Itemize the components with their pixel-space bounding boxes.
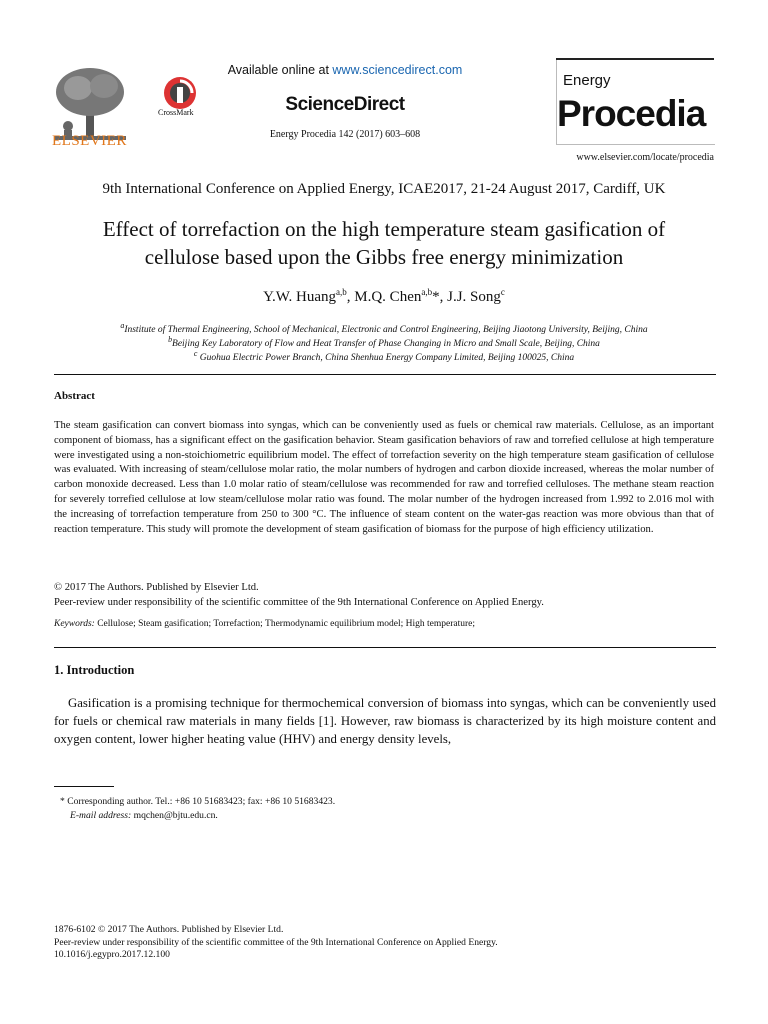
author-list (0, 287, 768, 306)
divider (54, 374, 716, 375)
elsevier-wordmark: ELSEVIER (52, 133, 127, 149)
email-address[interactable]: mqchen@bjtu.edu.cn. (131, 809, 218, 821)
author-sup: a,b (336, 287, 347, 297)
sciencedirect-brand: ScienceDirect (285, 94, 405, 115)
author-name: Y.W. Huang (263, 289, 337, 305)
journal-citation: Energy Procedia 142 (2017) 603–608 (269, 129, 421, 140)
paper-title (40, 215, 728, 271)
abstract-body: The steam gasification can convert biomass into syngas, which can be conveniently used as fuels or chemical raw materials. Cellulose, as an important component of biomass, has a significant effect on the gasification behavior. Steam gasification behaviors of raw and torrefied cellulose at high temperature were investigated using a non-stoichiometric equilibrium model. The effect of torrefaction severity on the high temperature steam gasification of cellulose was evaluated. With increasing of steam/cellulose molar ratio, the molar numbers of hydrogen and carbon dioxide increased, whereas the molar number of carbon monoxide decreased. Less than 1.0 molar ratio of steam/cellulose was recommended for raw and torrefied celluloses. The methane steam reaction for severely torrefied cellulose at low steam/cellulose molar ratio was found. The molar number of the hydrogen increased from 1.992 to 2.016 mol with the increasing of torrefaction temperature from 250 to 300 °C. The influence of steam content on the water-gas reaction was more obvious than that of reaction temperature. This study will promote the development of steam gasification of biomass for the purpose of high efficiency utilization. (54, 420, 714, 535)
sciencedirect-link[interactable]: www.sciencedirect.com (332, 63, 463, 77)
journal-url[interactable]: www.elsevier.com/locate/procedia (576, 152, 714, 163)
page-footer (54, 924, 716, 962)
email-line (60, 809, 710, 823)
copyright-line: © 2017 The Authors. Published by Elsevier Ltd. (54, 582, 259, 593)
copyright-block (54, 581, 716, 611)
title-line: cellulose based upon the Gibbs free energy minimization (144, 245, 624, 269)
affiliation-c (40, 347, 728, 365)
section-heading: 1. Introduction (54, 663, 135, 677)
keywords-list: Cellulose; Steam gasification; Torrefaction; Thermodynamic equilibrium model; High temperature; (94, 619, 476, 629)
affiliation-text: Beijing Key Laboratory of Flow and Heat Transfer of Phase Changing in Micro and Small Scale, Beijing, China (172, 339, 600, 350)
title-line: Effect of torrefaction on the high temperature steam gasification of (102, 217, 666, 241)
abstract-heading: Abstract (54, 390, 95, 402)
footnote-rule (54, 786, 114, 787)
journal-name-small: Energy (563, 72, 611, 89)
keywords (54, 619, 716, 629)
crossmark-label: CrossMark (158, 108, 194, 117)
available-online (222, 63, 468, 77)
conference-line: 9th International Conference on Applied Energy, ICAE2017, 21-24 August 2017, Cardiff, UK (102, 181, 666, 197)
corresponding-author: * Corresponding author. Tel.: +86 10 51683423; fax: +86 10 51683423. (60, 796, 336, 807)
affiliation-text: Institute of Thermal Engineering, School of Mechanical, Electronic and Control Engineering, Beijing Jiaotong University, Beijing, China (124, 325, 648, 336)
affiliation-sup: b (168, 335, 173, 344)
footnote (60, 795, 710, 822)
author-name: *, J.J. Song (432, 289, 501, 305)
doi-line[interactable]: 10.1016/j.egypro.2017.12.100 (54, 949, 170, 961)
journal-name-big: Procedia (557, 93, 706, 134)
affiliation-text: Guohua Electric Power Branch, China Shenhua Energy Company Limited, Beijing 100025, China (197, 353, 575, 364)
author-sup: a,b (421, 287, 433, 297)
author-sup: c (500, 287, 505, 297)
divider (54, 647, 716, 648)
keywords-label: Keywords: (54, 619, 95, 629)
email-label: E-mail address: (70, 809, 132, 821)
author-name: , M.Q. Chen (346, 289, 422, 305)
affiliation-sup: c (193, 349, 198, 358)
peer-review-footer: Peer-review under responsibility of the scientific committee of the 9th International Conference on Applied Energy. (54, 936, 498, 948)
available-prefix: Available online at (227, 63, 333, 77)
issn-line: 1876-6102 © 2017 The Authors. Published by Elsevier Ltd. (54, 924, 284, 935)
intro-paragraph: Gasification is a promising technique for thermochemical conversion of biomass into syngas, which can be conveniently used for fuels or chemical raw materials in many fields [1]. However, raw biomass is characterized by its high moisture content and oxygen content, lower higher heating value (HHV) and energy density levels, (54, 696, 716, 747)
affiliation-sup: a (120, 321, 125, 330)
peer-review-line: Peer-review under responsibility of the scientific committee of the 9th International Conference on Applied Energy. (54, 596, 544, 608)
